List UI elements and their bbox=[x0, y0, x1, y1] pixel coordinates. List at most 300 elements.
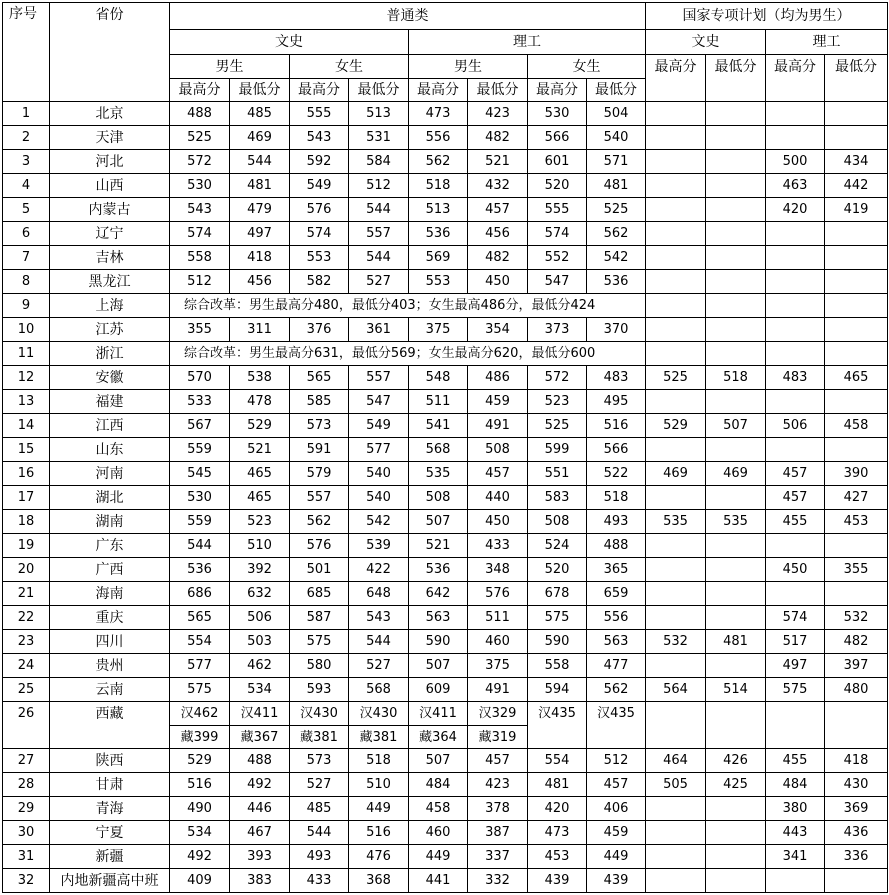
row-province: 海南 bbox=[50, 582, 170, 606]
score-cell: 459 bbox=[587, 821, 646, 845]
score-cell: 541 bbox=[409, 414, 468, 438]
row-province: 安徽 bbox=[50, 366, 170, 390]
score-cell: 513 bbox=[409, 198, 468, 222]
special-score-cell bbox=[825, 222, 888, 246]
score-cell: 536 bbox=[409, 558, 468, 582]
special-score-cell: 380 bbox=[766, 797, 825, 821]
special-score-cell bbox=[706, 438, 766, 462]
score-cell: 508 bbox=[409, 486, 468, 510]
special-score-cell bbox=[825, 582, 888, 606]
score-cell: 525 bbox=[170, 126, 230, 150]
table-row bbox=[3, 462, 888, 486]
score-cell: 486 bbox=[468, 366, 528, 390]
row-no: 9 bbox=[3, 294, 50, 318]
special-score-cell bbox=[706, 102, 766, 126]
row-no: 2 bbox=[3, 126, 50, 150]
score-cell: 544 bbox=[170, 534, 230, 558]
score-cell: 332 bbox=[468, 869, 528, 893]
score-cell: 540 bbox=[349, 486, 409, 510]
score-cell: 516 bbox=[587, 414, 646, 438]
score-cell: 555 bbox=[528, 198, 587, 222]
score-cell: 563 bbox=[587, 630, 646, 654]
header-min: 最低分 bbox=[587, 79, 646, 102]
header-science-female: 女生 bbox=[528, 55, 646, 79]
score-cell: 449 bbox=[409, 845, 468, 869]
special-score-cell: 575 bbox=[766, 678, 825, 702]
row-province: 上海 bbox=[50, 294, 170, 318]
special-score-cell bbox=[646, 246, 706, 270]
score-cell: 376 bbox=[290, 318, 349, 342]
score-cell: 510 bbox=[230, 534, 290, 558]
row-province: 江西 bbox=[50, 414, 170, 438]
header-min: 最低分 bbox=[349, 79, 409, 102]
score-cell: 599 bbox=[528, 438, 587, 462]
table-row bbox=[3, 606, 888, 630]
score-cell: 527 bbox=[290, 773, 349, 797]
score-cell: 559 bbox=[170, 510, 230, 534]
special-score-cell bbox=[646, 294, 706, 318]
score-cell: 406 bbox=[587, 797, 646, 821]
table-row-tibet bbox=[3, 702, 888, 726]
special-score-cell bbox=[825, 390, 888, 414]
score-cell: 485 bbox=[290, 797, 349, 821]
row-no: 20 bbox=[3, 558, 50, 582]
score-cell: 536 bbox=[409, 222, 468, 246]
score-cell: 457 bbox=[468, 749, 528, 773]
score-cell: 556 bbox=[409, 126, 468, 150]
special-score-cell: 455 bbox=[766, 510, 825, 534]
score-cell: 569 bbox=[409, 246, 468, 270]
special-score-cell bbox=[706, 342, 766, 366]
score-cell: 457 bbox=[468, 462, 528, 486]
score-cell: 441 bbox=[409, 869, 468, 893]
row-no: 12 bbox=[3, 366, 50, 390]
score-cell: 566 bbox=[587, 438, 646, 462]
special-score-cell: 535 bbox=[646, 510, 706, 534]
special-score-cell bbox=[646, 606, 706, 630]
score-cell: 592 bbox=[290, 150, 349, 174]
row-no: 7 bbox=[3, 246, 50, 270]
row-province: 重庆 bbox=[50, 606, 170, 630]
score-cell: 450 bbox=[468, 270, 528, 294]
score-cell: 555 bbox=[290, 102, 349, 126]
special-score-cell bbox=[766, 126, 825, 150]
special-score-cell: 443 bbox=[766, 821, 825, 845]
reform-note: 综合改革：男生最高分631，最低分569；女生最高分620，最低分600 bbox=[170, 342, 646, 366]
special-score-cell bbox=[825, 270, 888, 294]
header-regular-science: 理工 bbox=[409, 30, 646, 55]
header-max: 最高分 bbox=[528, 79, 587, 102]
score-cell: 423 bbox=[468, 102, 528, 126]
score-cell: 375 bbox=[468, 654, 528, 678]
special-score-cell bbox=[766, 102, 825, 126]
row-no: 13 bbox=[3, 390, 50, 414]
reform-note: 综合改革：男生最高分480，最低分403；女生最高486分，最低分424 bbox=[170, 294, 646, 318]
score-cell: 506 bbox=[230, 606, 290, 630]
score-cell: 567 bbox=[170, 414, 230, 438]
special-score-cell bbox=[646, 222, 706, 246]
score-cell: 361 bbox=[349, 318, 409, 342]
score-cell: 516 bbox=[170, 773, 230, 797]
score-cell-han: 汉435 bbox=[528, 702, 587, 749]
score-cell: 553 bbox=[290, 246, 349, 270]
special-score-cell bbox=[706, 486, 766, 510]
score-cell: 439 bbox=[528, 869, 587, 893]
table-row bbox=[3, 630, 888, 654]
score-cell: 383 bbox=[230, 869, 290, 893]
special-score-cell bbox=[706, 558, 766, 582]
special-score-cell: 425 bbox=[706, 773, 766, 797]
score-cell: 520 bbox=[528, 558, 587, 582]
header-min: 最低分 bbox=[230, 79, 290, 102]
score-cell: 544 bbox=[230, 150, 290, 174]
score-cell: 574 bbox=[528, 222, 587, 246]
special-score-cell bbox=[766, 342, 825, 366]
score-cell: 478 bbox=[230, 390, 290, 414]
score-cell: 420 bbox=[528, 797, 587, 821]
header-special-arts-max: 最高分 bbox=[646, 55, 706, 102]
special-score-cell bbox=[766, 246, 825, 270]
score-cell: 543 bbox=[170, 198, 230, 222]
score-cell: 572 bbox=[528, 366, 587, 390]
score-cell: 465 bbox=[230, 486, 290, 510]
row-province: 江苏 bbox=[50, 318, 170, 342]
header-special-science-max: 最高分 bbox=[766, 55, 825, 102]
special-score-cell: 458 bbox=[825, 414, 888, 438]
score-cell: 446 bbox=[230, 797, 290, 821]
score-cell: 562 bbox=[587, 678, 646, 702]
row-province: 宁夏 bbox=[50, 821, 170, 845]
score-cell: 531 bbox=[349, 126, 409, 150]
special-score-cell: 436 bbox=[825, 821, 888, 845]
score-cell: 587 bbox=[290, 606, 349, 630]
header-max: 最高分 bbox=[170, 79, 230, 102]
score-cell: 547 bbox=[528, 270, 587, 294]
score-cell: 527 bbox=[349, 270, 409, 294]
special-score-cell: 426 bbox=[706, 749, 766, 773]
score-cell: 423 bbox=[468, 773, 528, 797]
special-score-cell bbox=[825, 294, 888, 318]
special-score-cell: 483 bbox=[766, 366, 825, 390]
special-score-cell: 427 bbox=[825, 486, 888, 510]
special-score-cell: 457 bbox=[766, 462, 825, 486]
row-no: 5 bbox=[3, 198, 50, 222]
score-cell: 542 bbox=[349, 510, 409, 534]
row-no: 23 bbox=[3, 630, 50, 654]
score-cell: 591 bbox=[290, 438, 349, 462]
table-row bbox=[3, 318, 888, 342]
score-cell: 348 bbox=[468, 558, 528, 582]
row-no: 14 bbox=[3, 414, 50, 438]
score-cell: 476 bbox=[349, 845, 409, 869]
special-score-cell: 369 bbox=[825, 797, 888, 821]
score-cell: 530 bbox=[170, 174, 230, 198]
score-cell: 572 bbox=[170, 150, 230, 174]
special-score-cell: 574 bbox=[766, 606, 825, 630]
table-row bbox=[3, 534, 888, 558]
row-province: 内地新疆高中班 bbox=[50, 869, 170, 893]
special-score-cell bbox=[646, 198, 706, 222]
row-no: 22 bbox=[3, 606, 50, 630]
special-score-cell: 420 bbox=[766, 198, 825, 222]
special-score-cell: 430 bbox=[825, 773, 888, 797]
special-score-cell: 500 bbox=[766, 150, 825, 174]
row-no: 3 bbox=[3, 150, 50, 174]
header-special: 国家专项计划（均为男生） bbox=[646, 3, 888, 30]
score-cell: 504 bbox=[587, 102, 646, 126]
score-cell: 570 bbox=[170, 366, 230, 390]
score-cell: 590 bbox=[409, 630, 468, 654]
score-cell: 481 bbox=[528, 773, 587, 797]
score-cell: 422 bbox=[349, 558, 409, 582]
score-cell: 497 bbox=[230, 222, 290, 246]
score-cell: 584 bbox=[349, 150, 409, 174]
row-province: 福建 bbox=[50, 390, 170, 414]
row-no: 27 bbox=[3, 749, 50, 773]
score-cell: 536 bbox=[170, 558, 230, 582]
special-score-cell: 535 bbox=[706, 510, 766, 534]
table-row bbox=[3, 773, 888, 797]
row-no: 11 bbox=[3, 342, 50, 366]
row-no: 26 bbox=[3, 702, 50, 749]
score-cell: 562 bbox=[409, 150, 468, 174]
score-cell: 590 bbox=[528, 630, 587, 654]
special-score-cell: 390 bbox=[825, 462, 888, 486]
row-no: 28 bbox=[3, 773, 50, 797]
score-cell: 473 bbox=[528, 821, 587, 845]
special-score-cell bbox=[646, 390, 706, 414]
score-cell: 518 bbox=[409, 174, 468, 198]
score-cell: 562 bbox=[290, 510, 349, 534]
special-score-cell bbox=[766, 270, 825, 294]
special-score-cell: 505 bbox=[646, 773, 706, 797]
score-cell: 538 bbox=[230, 366, 290, 390]
score-cell: 577 bbox=[349, 438, 409, 462]
score-cell: 549 bbox=[349, 414, 409, 438]
special-score-cell bbox=[825, 318, 888, 342]
score-cell: 482 bbox=[468, 126, 528, 150]
score-cell: 460 bbox=[468, 630, 528, 654]
score-cell: 574 bbox=[170, 222, 230, 246]
special-score-cell bbox=[766, 869, 825, 893]
table-row bbox=[3, 174, 888, 198]
score-cell: 575 bbox=[170, 678, 230, 702]
row-no: 21 bbox=[3, 582, 50, 606]
row-province: 内蒙古 bbox=[50, 198, 170, 222]
score-cell: 354 bbox=[468, 318, 528, 342]
special-score-cell: 532 bbox=[646, 630, 706, 654]
score-cell: 585 bbox=[290, 390, 349, 414]
score-cell: 575 bbox=[528, 606, 587, 630]
special-score-cell bbox=[706, 582, 766, 606]
score-cell: 563 bbox=[409, 606, 468, 630]
special-score-cell: 453 bbox=[825, 510, 888, 534]
table-row bbox=[3, 510, 888, 534]
score-cell: 492 bbox=[230, 773, 290, 797]
header-arts-male: 男生 bbox=[170, 55, 290, 79]
header-regular: 普通类 bbox=[170, 3, 646, 30]
score-cell: 432 bbox=[468, 174, 528, 198]
score-cell: 458 bbox=[409, 797, 468, 821]
special-score-cell bbox=[646, 318, 706, 342]
row-no: 25 bbox=[3, 678, 50, 702]
special-score-cell: 465 bbox=[825, 366, 888, 390]
special-score-cell bbox=[706, 246, 766, 270]
special-score-cell: 341 bbox=[766, 845, 825, 869]
header-province: 省份 bbox=[50, 3, 170, 102]
score-cell-zang: 藏364 bbox=[409, 726, 468, 749]
special-score-cell: 434 bbox=[825, 150, 888, 174]
score-cell: 479 bbox=[230, 198, 290, 222]
score-cell: 562 bbox=[587, 222, 646, 246]
special-score-cell bbox=[706, 270, 766, 294]
score-cell: 678 bbox=[528, 582, 587, 606]
score-cell: 535 bbox=[409, 462, 468, 486]
table-row bbox=[3, 222, 888, 246]
score-cell: 459 bbox=[468, 390, 528, 414]
row-province: 河南 bbox=[50, 462, 170, 486]
row-no: 18 bbox=[3, 510, 50, 534]
score-cell: 527 bbox=[349, 654, 409, 678]
special-score-cell: 463 bbox=[766, 174, 825, 198]
special-score-cell bbox=[646, 869, 706, 893]
special-score-cell bbox=[766, 438, 825, 462]
score-cell: 544 bbox=[349, 630, 409, 654]
score-cell-zang: 藏399 bbox=[170, 726, 230, 749]
row-province: 青海 bbox=[50, 797, 170, 821]
score-cell: 492 bbox=[170, 845, 230, 869]
score-cell-zang: 藏367 bbox=[230, 726, 290, 749]
table-row bbox=[3, 845, 888, 869]
score-cell: 392 bbox=[230, 558, 290, 582]
special-score-cell: 455 bbox=[766, 749, 825, 773]
score-cell: 553 bbox=[409, 270, 468, 294]
special-score-cell bbox=[766, 318, 825, 342]
score-cell: 576 bbox=[468, 582, 528, 606]
score-cell: 544 bbox=[349, 198, 409, 222]
table-row bbox=[3, 438, 888, 462]
row-province: 广西 bbox=[50, 558, 170, 582]
score-cell: 508 bbox=[528, 510, 587, 534]
score-cell: 518 bbox=[349, 749, 409, 773]
table-row bbox=[3, 246, 888, 270]
score-cell: 554 bbox=[170, 630, 230, 654]
score-cell: 594 bbox=[528, 678, 587, 702]
table-row bbox=[3, 558, 888, 582]
row-no: 8 bbox=[3, 270, 50, 294]
score-cell: 456 bbox=[230, 270, 290, 294]
special-score-cell: 506 bbox=[766, 414, 825, 438]
special-score-cell: 564 bbox=[646, 678, 706, 702]
score-cell-zang: 藏319 bbox=[468, 726, 528, 749]
special-score-cell bbox=[766, 702, 825, 749]
score-cell: 576 bbox=[290, 534, 349, 558]
score-cell: 686 bbox=[170, 582, 230, 606]
special-score-cell: 532 bbox=[825, 606, 888, 630]
special-score-cell: 450 bbox=[766, 558, 825, 582]
special-score-cell: 507 bbox=[706, 414, 766, 438]
score-cell: 544 bbox=[290, 821, 349, 845]
admission-scores-table bbox=[2, 2, 888, 893]
row-province: 贵州 bbox=[50, 654, 170, 678]
score-cell: 370 bbox=[587, 318, 646, 342]
table-row bbox=[3, 582, 888, 606]
special-score-cell bbox=[646, 558, 706, 582]
score-cell: 368 bbox=[349, 869, 409, 893]
score-cell: 473 bbox=[409, 102, 468, 126]
score-cell: 552 bbox=[528, 246, 587, 270]
table-row bbox=[3, 797, 888, 821]
score-cell: 511 bbox=[468, 606, 528, 630]
table-row bbox=[3, 342, 888, 366]
score-cell: 539 bbox=[349, 534, 409, 558]
score-cell: 525 bbox=[587, 198, 646, 222]
score-cell: 530 bbox=[528, 102, 587, 126]
score-cell: 558 bbox=[170, 246, 230, 270]
score-cell: 450 bbox=[468, 510, 528, 534]
special-score-cell bbox=[766, 582, 825, 606]
special-score-cell bbox=[646, 702, 706, 749]
score-cell: 503 bbox=[230, 630, 290, 654]
row-province: 四川 bbox=[50, 630, 170, 654]
header-no: 序号 bbox=[3, 3, 50, 102]
special-score-cell: 497 bbox=[766, 654, 825, 678]
special-score-cell: 480 bbox=[825, 678, 888, 702]
score-cell: 523 bbox=[230, 510, 290, 534]
score-cell: 574 bbox=[290, 222, 349, 246]
row-no: 24 bbox=[3, 654, 50, 678]
score-cell: 521 bbox=[409, 534, 468, 558]
score-cell: 551 bbox=[528, 462, 587, 486]
table-body bbox=[3, 102, 888, 893]
special-score-cell bbox=[706, 294, 766, 318]
table-row bbox=[3, 869, 888, 893]
special-score-cell: 482 bbox=[825, 630, 888, 654]
table-row bbox=[3, 102, 888, 126]
score-cell-han: 汉411 bbox=[230, 702, 290, 726]
score-cell: 465 bbox=[230, 462, 290, 486]
table-row bbox=[3, 414, 888, 438]
header-special-arts: 文史 bbox=[646, 30, 766, 55]
special-score-cell bbox=[646, 582, 706, 606]
score-cell: 576 bbox=[290, 198, 349, 222]
special-score-cell bbox=[646, 486, 706, 510]
special-score-cell bbox=[825, 869, 888, 893]
score-cell: 457 bbox=[587, 773, 646, 797]
score-cell: 565 bbox=[170, 606, 230, 630]
score-cell: 449 bbox=[349, 797, 409, 821]
special-score-cell: 517 bbox=[766, 630, 825, 654]
row-no: 4 bbox=[3, 174, 50, 198]
score-cell: 477 bbox=[587, 654, 646, 678]
score-cell: 530 bbox=[170, 486, 230, 510]
score-cell: 571 bbox=[587, 150, 646, 174]
special-score-cell bbox=[825, 438, 888, 462]
score-cell: 529 bbox=[230, 414, 290, 438]
score-cell: 469 bbox=[230, 126, 290, 150]
special-score-cell bbox=[706, 198, 766, 222]
special-score-cell bbox=[706, 821, 766, 845]
special-score-cell: 419 bbox=[825, 198, 888, 222]
special-score-cell bbox=[706, 797, 766, 821]
special-score-cell bbox=[646, 270, 706, 294]
score-cell: 409 bbox=[170, 869, 230, 893]
score-cell: 508 bbox=[468, 438, 528, 462]
score-cell: 457 bbox=[468, 198, 528, 222]
score-cell: 557 bbox=[349, 366, 409, 390]
score-cell: 659 bbox=[587, 582, 646, 606]
score-cell: 440 bbox=[468, 486, 528, 510]
